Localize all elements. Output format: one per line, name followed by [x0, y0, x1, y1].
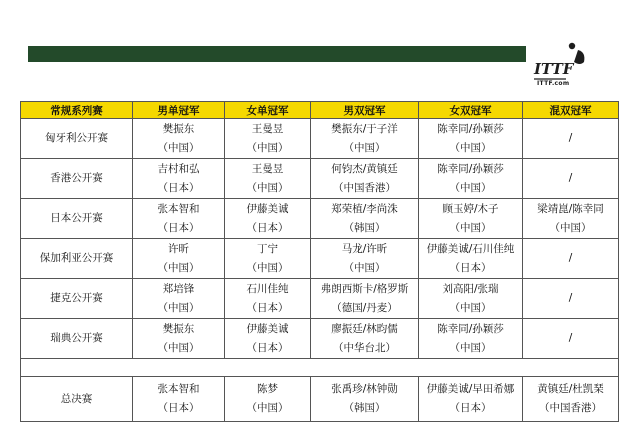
mixed-doubles-cell — [523, 199, 619, 239]
womens-doubles-cell — [419, 319, 523, 359]
mens-singles-cell — [133, 319, 225, 359]
mens-doubles-cell — [311, 119, 419, 159]
champion-country: （韩国） — [343, 402, 386, 414]
mixed-doubles-cell — [523, 159, 619, 199]
champion-country: （中国） — [449, 141, 492, 154]
event-name-cell — [21, 199, 133, 239]
table-row — [21, 279, 619, 319]
womens-doubles-cell — [419, 159, 523, 199]
header-event: 常规系列赛 — [21, 102, 133, 119]
champion-country: （日本） — [246, 341, 289, 354]
womens-doubles-cell — [419, 119, 523, 159]
champion-name: 梁靖崑/陈幸同 — [537, 202, 604, 215]
champion-name: 丁宁 — [257, 242, 278, 255]
champion-country: （中华台北） — [333, 341, 396, 354]
champion-name: 伊藤美诚/早田希娜 — [426, 383, 515, 395]
champion-name: 弗朗西斯卡/格罗斯 — [320, 282, 409, 295]
champion-country: （韩国） — [343, 221, 386, 234]
womens-doubles-cell — [419, 199, 523, 239]
champion-country: （日本） — [449, 261, 492, 274]
mens-doubles-cell — [311, 199, 419, 239]
champion-name: 石川佳纯 — [246, 282, 289, 295]
womens-singles-cell — [225, 239, 311, 279]
womens-singles-cell — [225, 159, 311, 199]
event-name: 总决赛 — [60, 392, 93, 405]
champion-name: / — [568, 172, 573, 184]
champion-name: 王曼昱 — [251, 122, 284, 135]
mixed-doubles-cell — [523, 279, 619, 319]
header-mens-doubles: 男双冠军 — [311, 102, 419, 119]
event-name: 瑞典公开赛 — [50, 332, 103, 344]
champion-country: （中国） — [157, 261, 200, 274]
champion-country: （中国） — [449, 221, 492, 234]
champion-country: （中国） — [449, 341, 492, 354]
mixed-doubles-cell — [523, 377, 619, 422]
champion-country: （中国） — [157, 301, 200, 314]
event-name-cell — [21, 279, 133, 319]
event-name-cell — [21, 159, 133, 199]
mens-doubles-cell — [311, 319, 419, 359]
champion-country: （中国香港） — [333, 181, 396, 194]
champion-name: 张本智和 — [157, 383, 200, 395]
champion-name: 伊藤美诚 — [246, 322, 289, 335]
mixed-doubles-cell — [523, 119, 619, 159]
champion-name: 陈幸同/孙颖莎 — [437, 162, 504, 175]
header-mixed-doubles: 混双冠军 — [523, 102, 619, 119]
champion-name: 何钧杰/黄镇廷 — [331, 162, 398, 175]
champion-country: （日本） — [246, 301, 289, 314]
womens-doubles-cell — [419, 279, 523, 319]
mixed-doubles-cell — [523, 319, 619, 359]
table-row — [21, 377, 619, 422]
champion-country: （中国） — [246, 261, 289, 274]
spacer-cell — [21, 359, 619, 377]
mens-doubles-cell — [311, 159, 419, 199]
table-row — [21, 159, 619, 199]
event-name-cell — [21, 377, 133, 422]
mixed-doubles-cell — [523, 239, 619, 279]
champion-name: 廖振廷/林昀儒 — [331, 322, 398, 335]
event-name: 匈牙利公开赛 — [45, 132, 108, 144]
womens-singles-cell — [225, 199, 311, 239]
event-name: 捷克公开赛 — [50, 292, 103, 304]
champion-country: （日本） — [449, 402, 492, 414]
champion-name: 王曼昱 — [251, 162, 284, 175]
champion-country: （中国） — [246, 181, 289, 194]
champion-name: 樊振东 — [162, 122, 195, 135]
champion-country: （中国） — [157, 141, 200, 154]
champion-country: （日本） — [157, 221, 200, 234]
champion-name: 黄镇廷/杜凯琹 — [537, 383, 604, 395]
ittf-logo-caption: ITTF.com — [537, 80, 570, 87]
champion-country: （中国） — [246, 141, 289, 154]
champion-name: 伊藤美诚/石川佳纯 — [426, 242, 515, 255]
champion-name: 张本智和 — [157, 202, 200, 215]
event-name: 日本公开赛 — [50, 212, 103, 224]
womens-doubles-cell — [419, 239, 523, 279]
champion-name: 吉村和弘 — [157, 162, 200, 175]
table-row — [21, 199, 619, 239]
event-name-cell — [21, 239, 133, 279]
champion-country: （日本） — [157, 402, 200, 414]
champion-name: / — [568, 292, 573, 304]
ittf-logo-text: ITTF — [534, 60, 574, 78]
header-band — [28, 46, 526, 62]
champion-name: 陈梦 — [257, 383, 278, 395]
champion-name: 马龙/许昕 — [341, 242, 388, 255]
champion-country: （中国） — [449, 181, 492, 194]
champion-country: （中国） — [246, 402, 289, 414]
mens-singles-cell — [133, 159, 225, 199]
header-mens-singles: 男单冠军 — [133, 102, 225, 119]
champion-country: （中国） — [343, 141, 386, 154]
champion-name: 许昕 — [168, 242, 189, 255]
champion-country: （日本） — [157, 181, 200, 194]
womens-singles-cell — [225, 119, 311, 159]
champion-name: / — [568, 132, 573, 144]
event-name-cell — [21, 119, 133, 159]
champion-name: 陈幸同/孙颖莎 — [437, 122, 504, 135]
table-row — [21, 119, 619, 159]
header-womens-doubles: 女双冠军 — [419, 102, 523, 119]
table-row — [21, 239, 619, 279]
champion-name: 樊振东 — [162, 322, 195, 335]
womens-singles-cell — [225, 319, 311, 359]
mens-singles-cell — [133, 239, 225, 279]
spacer-row — [21, 359, 619, 377]
event-name-cell — [21, 319, 133, 359]
mens-singles-cell — [133, 377, 225, 422]
champion-name: 陈幸同/孙颖莎 — [437, 322, 504, 335]
champion-name: 郑培锋 — [162, 282, 195, 295]
champion-name: 樊振东/于子洋 — [331, 122, 398, 135]
womens-singles-cell — [225, 279, 311, 319]
champion-country: （德国/丹麦） — [331, 301, 398, 314]
event-name: 保加利亚公开赛 — [39, 252, 114, 264]
champion-country: （中国） — [343, 261, 386, 274]
table-header-row — [21, 102, 619, 119]
champion-name: 张禹珍/林钟勋 — [331, 383, 398, 395]
champion-country: （日本） — [246, 221, 289, 234]
table-row — [21, 319, 619, 359]
event-name: 香港公开赛 — [50, 172, 103, 184]
mens-singles-cell — [133, 119, 225, 159]
champion-name: 顾玉婷/木子 — [442, 202, 499, 215]
champion-country: （中国） — [449, 301, 492, 314]
mens-singles-cell — [133, 279, 225, 319]
champion-country: （中国香港） — [539, 402, 602, 414]
mens-doubles-cell — [311, 377, 419, 422]
champion-country: （中国） — [549, 221, 592, 234]
mens-doubles-cell — [311, 239, 419, 279]
mens-doubles-cell — [311, 279, 419, 319]
womens-singles-cell — [225, 377, 311, 422]
womens-doubles-cell — [419, 377, 523, 422]
champion-name: 伊藤美诚 — [246, 202, 289, 215]
champion-name: 刘高阳/张瑞 — [442, 282, 499, 295]
champion-name: 郑荣植/李尚洙 — [331, 202, 398, 215]
champion-name: / — [568, 332, 573, 344]
champion-name: / — [568, 252, 573, 264]
header-womens-singles: 女单冠军 — [225, 102, 311, 119]
mens-singles-cell — [133, 199, 225, 239]
results-table — [20, 101, 619, 422]
champion-country: （中国） — [157, 341, 200, 354]
